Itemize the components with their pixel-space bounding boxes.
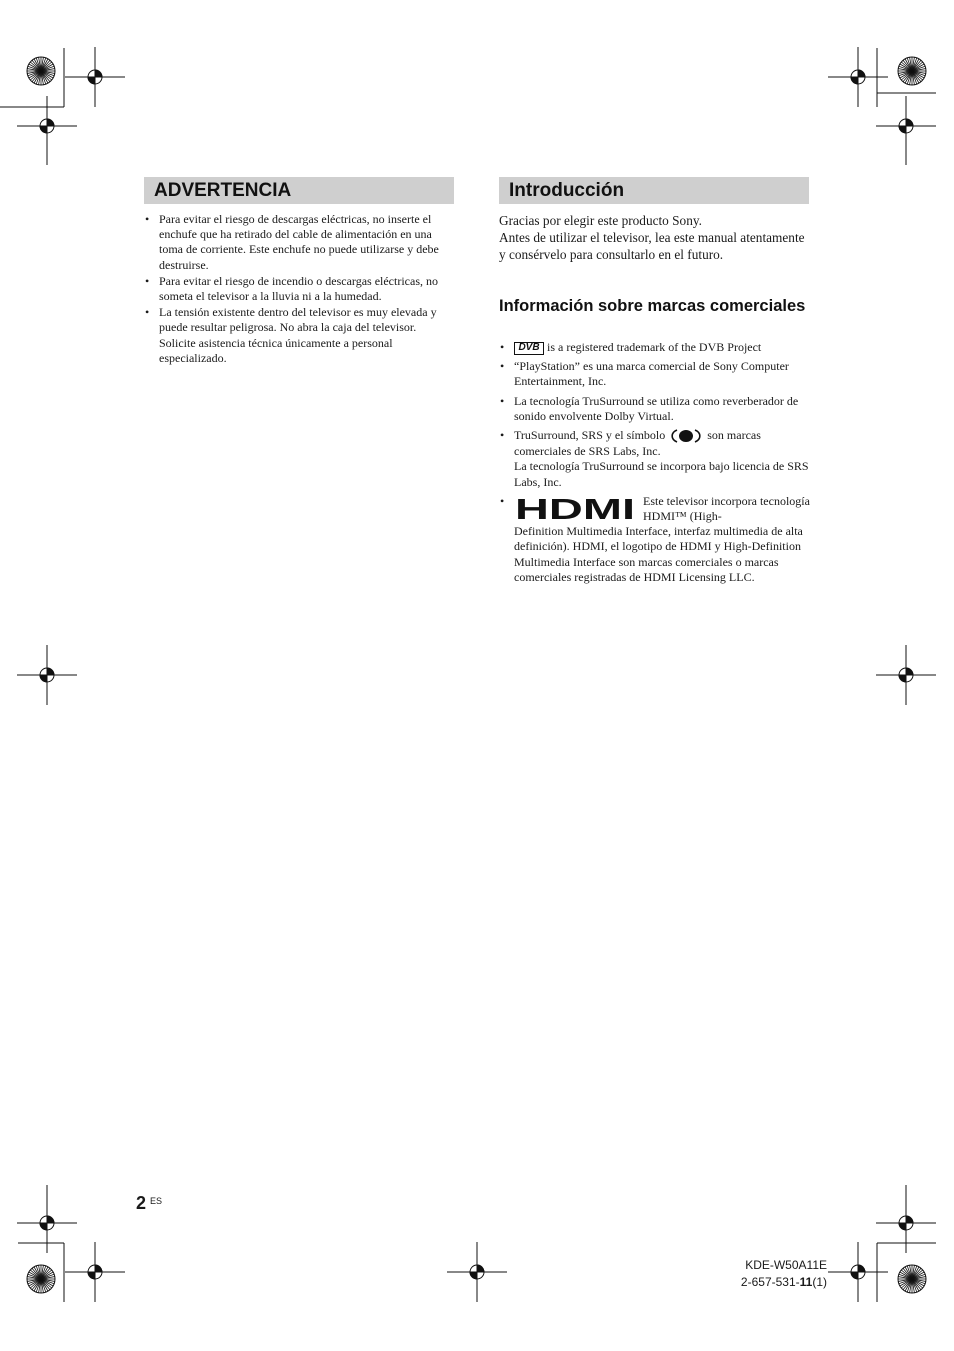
registration-star-icon [27, 1265, 55, 1293]
model-info [741, 1257, 827, 1291]
srs-logo-icon [670, 428, 702, 444]
srs-text-before: TruSurround, SRS y el símbolo [514, 428, 666, 443]
registration-cross-icon [828, 1242, 888, 1302]
srs-license-text: La tecnología TruSurround se incorpora bajo licencia de SRS Labs, Inc. [514, 459, 809, 489]
list-item: • Para evitar el riesgo de descargas eléctricas, no inserte el enchufe que ha retirado del cable de alimentación en una toma de corriente. Este enchufe no puede utilizarse y debe destruirse. [145, 212, 455, 273]
part-code-bold: 11 [799, 1275, 813, 1289]
model-number: KDE-W50A11E [745, 1258, 827, 1272]
registration-cross-icon [17, 1193, 77, 1253]
list-item-srs [500, 428, 810, 490]
intro-paragraph-1: Gracias por elegir este producto Sony. [499, 213, 702, 228]
page-language: ES [150, 1196, 163, 1206]
registration-cross-icon [17, 96, 77, 156]
registration-cross-icon [65, 1242, 125, 1302]
srs-text-after: son marcas comerciales de SRS Labs, Inc. [514, 428, 761, 459]
hdmi-rest-text: Definition Multimedia Interface, interfaz multimedia de alta definición). HDMI, el logotipo de HDMI y High-Definition Multimedia Interface son marcas comerciales o marcas comerciales registradas de HDMI Licensing LLC. [514, 524, 803, 584]
dvb-text: is a registered trademark of the DVB Project [547, 340, 762, 354]
advertencia-heading: ADVERTENCIA [144, 177, 454, 204]
part-code-prefix: 2-657-531- [740, 1275, 800, 1289]
hdmi-logo-text: • HDMI [515, 495, 635, 522]
introduccion-text [499, 212, 809, 263]
intro-paragraph-2: Antes de utilizar el televisor, lea este manual atentamente y consérvelo para consultarlo en el futuro. [499, 230, 805, 262]
registration-cross-icon [828, 47, 888, 107]
registration-cross-icon [447, 1242, 507, 1302]
hdmi-logo-icon [514, 496, 637, 522]
list-item-playstation: • “PlayStation” es una marca comercial de Sony Computer Entertainment, Inc. [500, 359, 810, 389]
list-item: • La tensión existente dentro del televisor es muy elevada y puede resultar peligrosa. No abra la caja del televisor. Solicite asistencia técnica únicamente a personal especializado. [145, 305, 455, 366]
hdmi-side-text: Este televisor incorpora tecnología HDMI™ (High- [643, 493, 810, 524]
list-item: • Para evitar el riesgo de incendio o descargas eléctricas, no someta el televisor a la lluvia ni a la humedad. [145, 274, 455, 304]
list-item-hdmi [500, 494, 810, 585]
registration-star-icon [898, 57, 926, 85]
list-item-dvb [500, 340, 810, 355]
part-code-suffix: (1) [812, 1275, 827, 1289]
registration-cross-icon [65, 47, 125, 107]
registration-cross-icon [876, 645, 936, 705]
registration-cross-icon [876, 1193, 936, 1253]
registration-star-icon [27, 57, 55, 85]
registration-cross-icon [17, 645, 77, 705]
dvb-logo-icon: DVB [514, 342, 544, 355]
registration-star-icon [898, 1265, 926, 1293]
page-number: 2 [136, 1193, 147, 1213]
part-code [741, 1274, 827, 1291]
introduccion-heading: Introducción [499, 177, 809, 204]
advertencia-list [145, 212, 455, 367]
trademarks-heading: Información sobre marcas comerciales [499, 297, 806, 315]
list-item-trusurround: • La tecnología TruSurround se utiliza como reverberador de sonido envolvente Dolby Virtual. [500, 394, 810, 424]
registration-cross-icon [876, 96, 936, 156]
trademarks-list [500, 340, 810, 589]
